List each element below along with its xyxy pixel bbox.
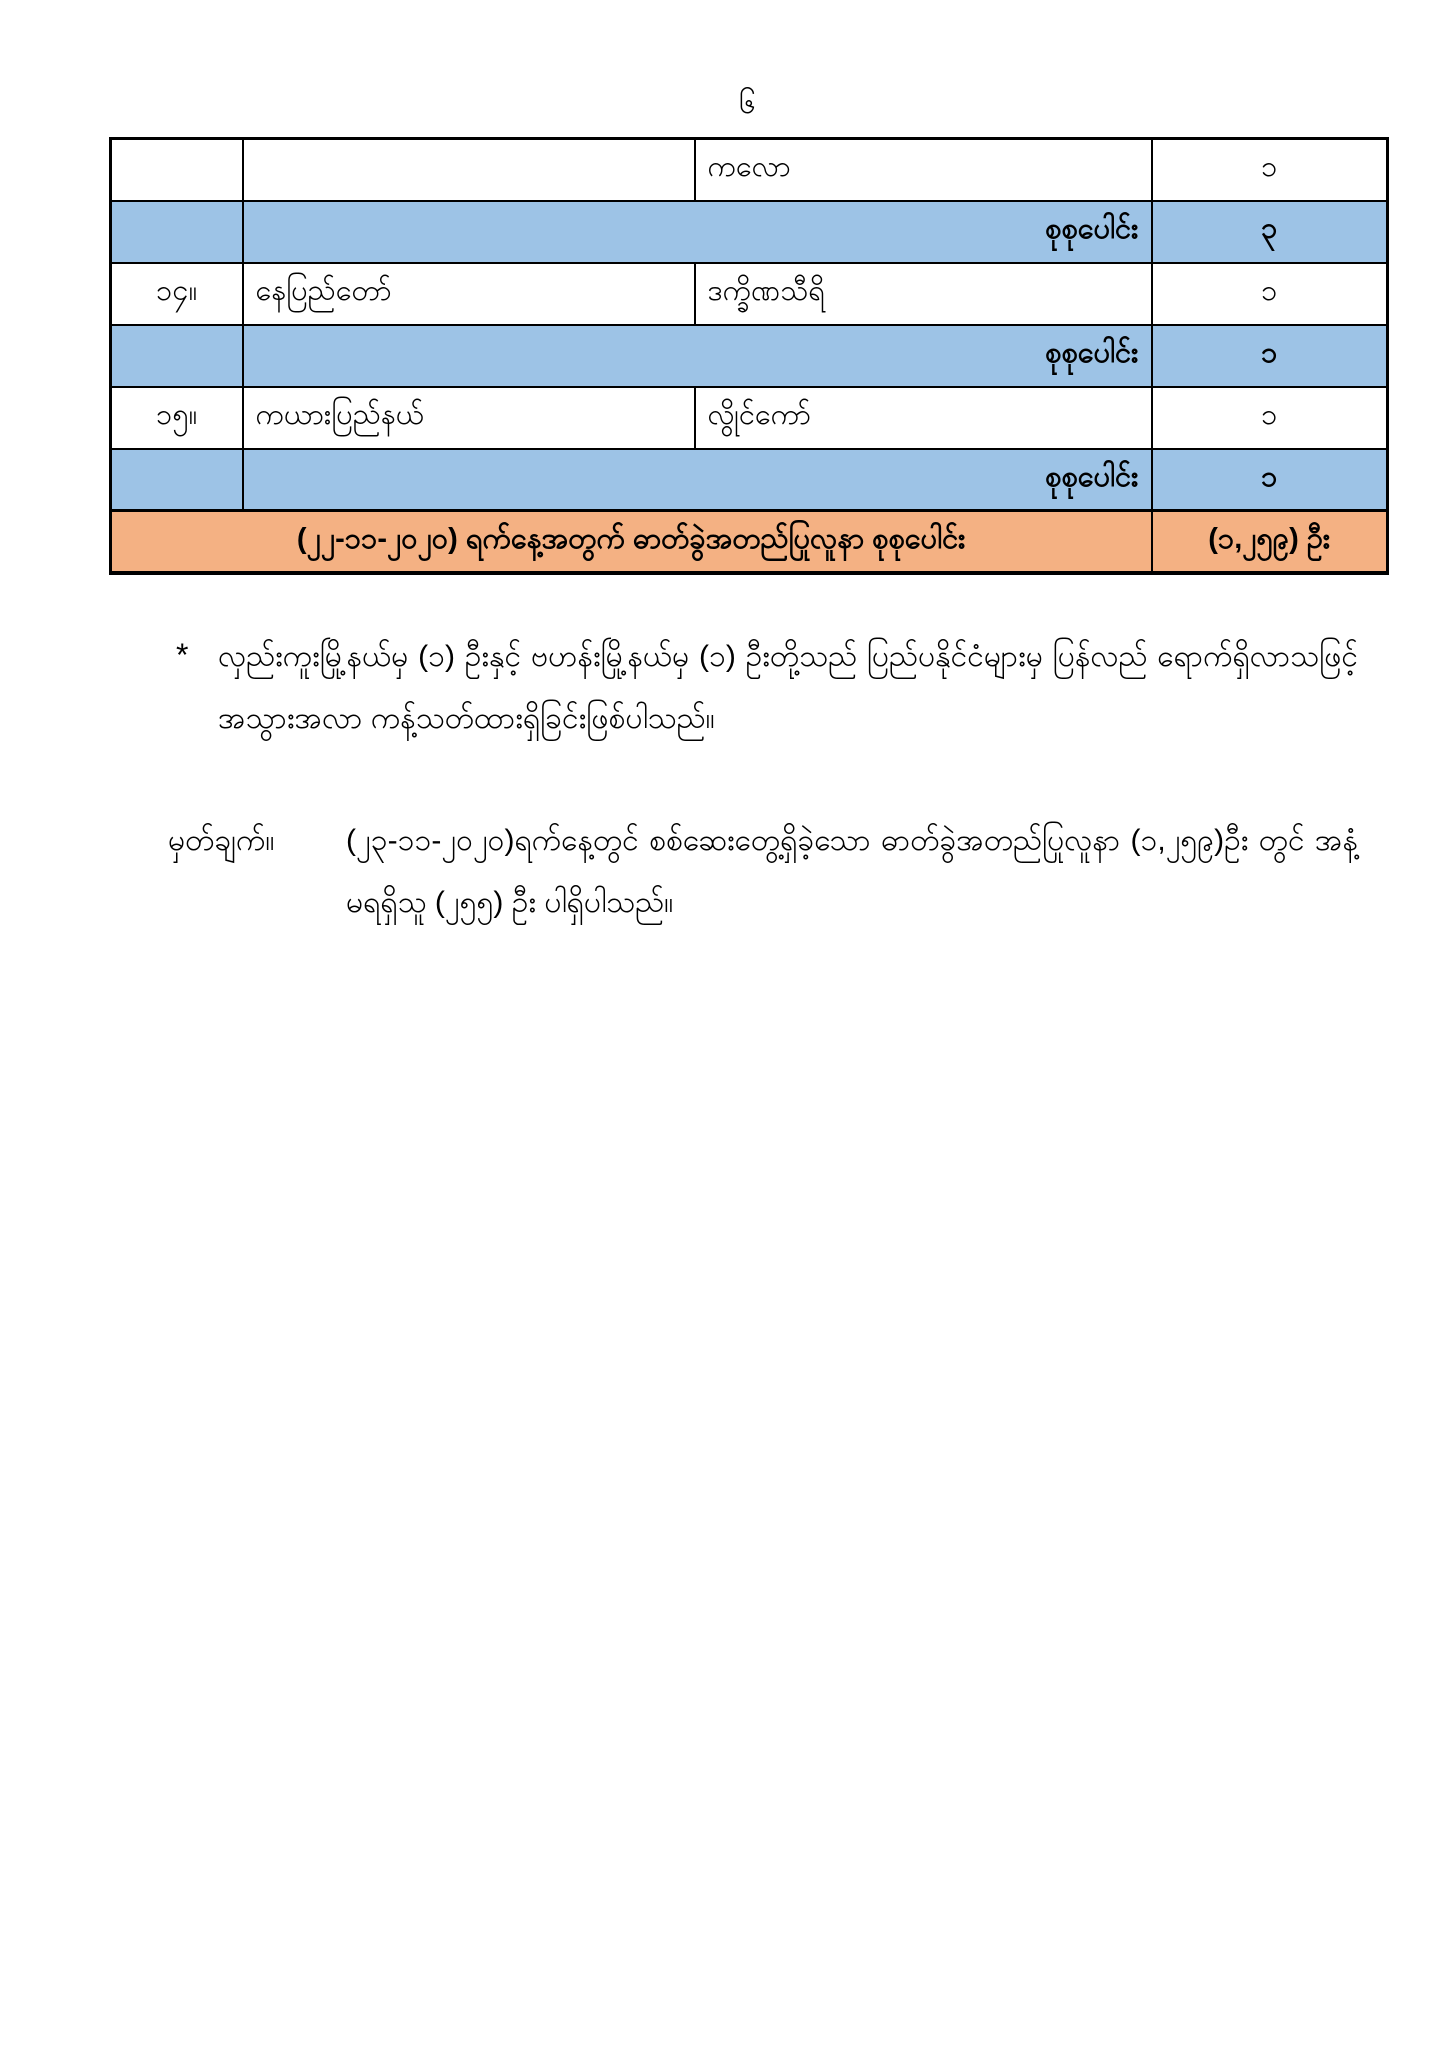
count-cell: ၁ <box>1152 387 1388 449</box>
case-table-body <box>111 139 1388 573</box>
subtotal-row <box>111 325 1388 387</box>
subtotal-label-cell: စုစုပေါင်း <box>243 201 1152 263</box>
subtotal-count-cell: ၃ <box>1152 201 1388 263</box>
table-row <box>111 387 1388 449</box>
case-table <box>109 137 1389 575</box>
asterisk-note <box>176 626 1358 750</box>
township-cell: ကလော <box>695 139 1152 201</box>
remark-label: မှတ်ချက်။ <box>168 824 275 857</box>
subtotal-empty-cell <box>111 325 243 387</box>
region-cell <box>243 139 695 201</box>
region-cell: နေပြည်တော် <box>243 263 695 325</box>
serial-cell: ၁၄။ <box>111 263 243 325</box>
grand-total-label-cell: (၂၂-၁၁-၂၀၂၀) ရက်နေ့အတွက် ဓာတ်ခွဲအတည်ပြုလူနာ စုစုပေါင်း <box>111 511 1152 573</box>
subtotal-count-cell: ၁ <box>1152 325 1388 387</box>
subtotal-row <box>111 201 1388 263</box>
count-cell: ၁ <box>1152 263 1388 325</box>
serial-cell: ၁၅။ <box>111 387 243 449</box>
table-row <box>111 263 1388 325</box>
subtotal-label-cell: စုစုပေါင်း <box>243 449 1152 511</box>
serial-cell <box>111 139 243 201</box>
township-cell: လွိုင်ကော် <box>695 387 1152 449</box>
asterisk-note-text: လှည်းကူးမြို့နယ်မှ (၁) ဦးနှင့် ဗဟန်းမြို့နယ်မှ (၁) ဦးတို့သည် ပြည်ပနိုင်ငံများမှ ပြန်လည် ရောက်ရှိလာသဖြင့် အသွားအလာ ကန့်သတ်ထားရှိခြင်းဖြစ်ပါသည်။ <box>218 640 1358 735</box>
table-row <box>111 139 1388 201</box>
count-cell: ၁ <box>1152 139 1388 201</box>
page-number: ၆ <box>739 87 756 120</box>
subtotal-empty-cell <box>111 201 243 263</box>
remark-note-text: (၂၃-၁၁-၂၀၂၀)ရက်နေ့တွင် စစ်ဆေးတွေ့ရှိခဲ့သော ဓာတ်ခွဲအတည်ပြုလူနာ (၁,၂၅၉)ဦး တွင် အနံ့မရရှိသူ (၂၅၅) ဦး ပါရှိပါသည်။ <box>346 824 1358 919</box>
subtotal-empty-cell <box>111 449 243 511</box>
asterisk-marker: * <box>176 637 189 673</box>
subtotal-row <box>111 449 1388 511</box>
subtotal-count-cell: ၁ <box>1152 449 1388 511</box>
grand-total-row <box>111 511 1388 573</box>
township-cell: ဒက္ခိဏသီရိ <box>695 263 1152 325</box>
region-cell: ကယားပြည်နယ် <box>243 387 695 449</box>
remark-note <box>168 810 1358 934</box>
subtotal-label-cell: စုစုပေါင်း <box>243 325 1152 387</box>
grand-total-count-cell: (၁,၂၅၉) ဦး <box>1152 511 1388 573</box>
